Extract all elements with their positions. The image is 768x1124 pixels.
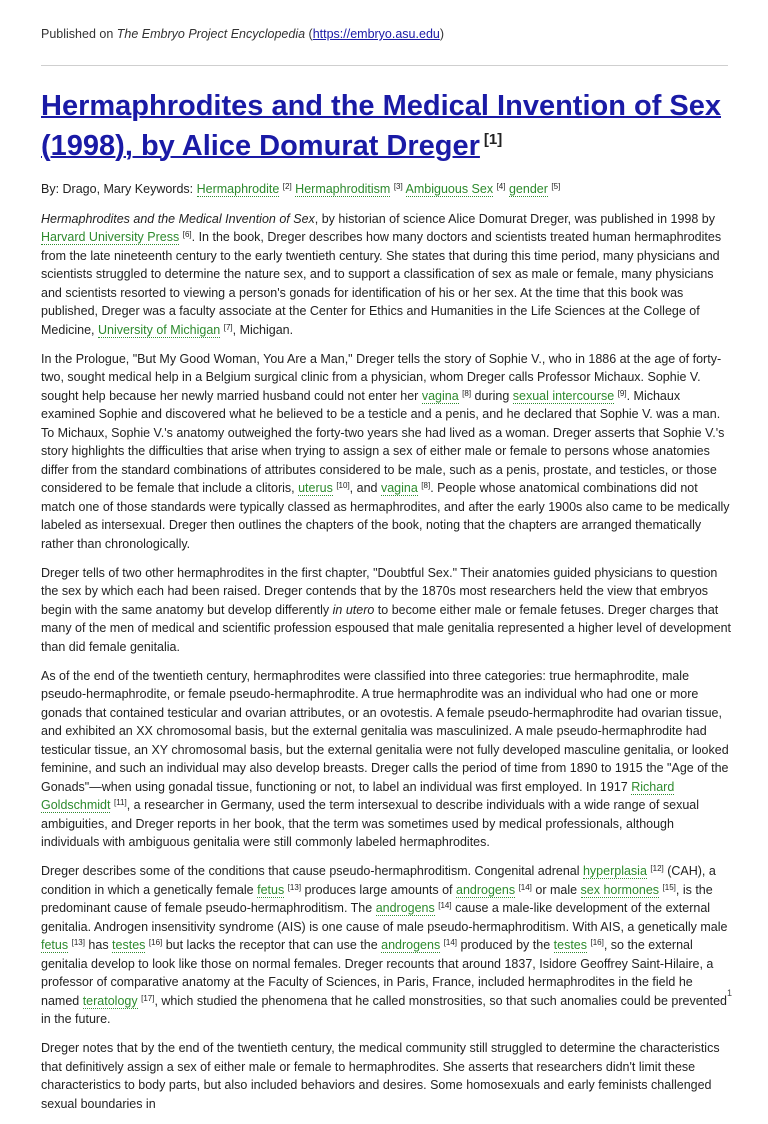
text-run: Dreger notes that by the end of the twentieth century, the medical community still struggled to determine the characteristics that definitively assign a sex of either male or female to hermaphrodites. She asserts that researchers didn't limit these characteristics to body parts, but also included behaviors and desires. Some homosexuals and early feminists challenged sexual boundaries in [41, 1041, 720, 1111]
text-run: Dreger tells of two other hermaphrodites in the first chapter, "Doubtful Sex." Their anatomies guided physicians to question the sex by which each had been raised. Dreger contends that by the 1870s most researchers held the view that embryos begin with the same anatomy but develop differently [41, 565, 718, 617]
text-run: Dreger describes some of the conditions that cause pseudo-hermaphroditism. Congenital adrenal [41, 864, 583, 878]
testes-link[interactable]: testes [112, 938, 146, 952]
paragraph-4 [41, 667, 731, 852]
ref-marker: [8] [421, 481, 431, 490]
text-run: , is the predominant cause of female pseudo-hermaphroditism. The [41, 882, 713, 915]
testes-link[interactable]: testes [553, 938, 587, 952]
ref-marker: [11] [113, 798, 127, 807]
text-run: or male [531, 882, 581, 897]
ref-marker: [16] [148, 938, 163, 947]
ref-marker: [4] [496, 182, 506, 191]
ref-marker: [12] [650, 864, 664, 873]
keyword-hermaphroditism-link[interactable]: Hermaphroditism [295, 182, 391, 196]
paragraph-2 [41, 350, 731, 554]
androgens-link[interactable]: androgens [456, 882, 516, 897]
paragraph-6 [41, 1039, 731, 1113]
text-run: . In the book, Dreger describes how many doctors and scientists treated human hermaphrodites from the late nineteenth century to the early twentieth century. She states that during this time period, many physicians and scientists struggled to determine the nature sex, and to support a classification of sex as male or female, many physicians and scientists resorted to viewing a person's gonads for identification of his or her sex. At the time that this book was published, Dreger was a faculty associate at the Center for Ethics and Humanities in the Life Sciences at the College of Medicine, [41, 230, 722, 337]
ref-marker: [2] [282, 182, 292, 191]
ref-marker: [8] [462, 388, 472, 398]
text-run: , by historian of science Alice Domurat Dreger, was published in 1998 by [314, 211, 715, 226]
vagina-link[interactable]: vagina [421, 388, 459, 403]
text-run: (CAH), a condition in which a genetically female [41, 864, 716, 897]
article-title-link[interactable]: Hermaphrodites and the Medical Invention of Sex (1998), by Alice Domurat Dreger [41, 90, 722, 162]
text-run: cause a male-like development of the external genitalia. Androgen insensitivity syndrome (AIS) is one cause of male pseudo-hermaphroditism. With AIS, a genetically male [41, 901, 728, 934]
text-run: . Michaux examined Sophie and discovered what he believed to be a testicle and a penis, and he declared that Sophie V. was a man. To Michaux, Sophie V.'s anatomy outweighed the forty-two years she had lived as a woman. Dreger asserts that Sophie V.'s story highlights the difficulties that arise when trying to assign a sex of either male or female to persons whose anatomies differ from the standard combinations of attributes considered to be male, such as a penis, prostate, and testicles, or those considered to be female that include a clitoris, [41, 388, 725, 495]
ref-marker: [16] [590, 938, 604, 947]
text-run: to become either male or female fetuses. Dreger charges that many of the men of medical and scientific profession espoused that male genitalia represented a higher level of development than did female genitalia. [41, 602, 731, 654]
ref-marker: [9] [617, 388, 627, 398]
hyperplasia-link[interactable]: hyperplasia [582, 864, 647, 878]
byline [41, 180, 731, 199]
title-ref: [1] [483, 131, 503, 148]
ref-marker: [14] [518, 882, 532, 892]
keyword-gender-link[interactable]: gender [508, 182, 548, 196]
text-run: has [84, 938, 113, 952]
encyclopedia-name: The Embryo Project Encyclopedia [116, 27, 306, 41]
text-run: , Michigan. [232, 322, 294, 337]
text-run: As of the end of the twentieth century, hermaphrodites were classified into three categories: true hermaphrodite, male pseudo-hermaphrodite, or female pseudo-hermaphrodite. A true hermaphrodite was an individual who had one or more gonads that contained testicular and ovarian attributes, or an ovotestis. A female pseudo-hermaphrodite had ovarian tissue, and exhibited an XX chromosomal basis, but the external genitalia was masculinized. A male pseudo-hermaphrodite had testicular tissue, an XY chromosomal basis, but the external genitalia were not fully developed masculine genitalia, or looked feminine, and such an individual may also develop breasts. Dreger calls the period of time from 1890 to 1915 the "Age of the Gonads"—when using gonadal tissue, functioning or not, to label an individual was first employed. In 1917 [41, 668, 729, 794]
richard-goldschmidt-link[interactable]: Richard Goldschmidt [41, 779, 675, 812]
text-run: during [471, 388, 513, 403]
ref-marker: [13] [71, 938, 85, 947]
in-utero-italic: in utero [332, 602, 375, 617]
ref-marker: [14] [438, 901, 452, 910]
androgens-link[interactable]: androgens [375, 901, 435, 915]
article-title [41, 86, 731, 166]
text-run: produces large amounts of [301, 882, 456, 897]
text-run: , which studied the phenomena that he called monstrosities, so that such anomalies could be prevented in the future. [41, 993, 728, 1026]
ref-marker: [6] [182, 230, 192, 239]
ref-marker: [5] [551, 182, 561, 191]
ref-marker: [10] [336, 481, 350, 490]
text-run: , a researcher in Germany, used the term intersexual to describe individuals with a wide range of sexual ambiguities, and Dreger reports in her book, that the term was sometimes used by medical professionals, although individuals with ambiguous genitalia were still commonly labeled hermaphrodites. [41, 798, 699, 849]
university-of-michigan-link[interactable]: University of Michigan [97, 322, 221, 337]
uterus-link[interactable]: uterus [298, 481, 333, 495]
ref-marker: [13] [287, 882, 302, 892]
sex-hormones-link[interactable]: sex hormones [580, 882, 660, 897]
book-title: Hermaphrodites and the Medical Invention of Sex [41, 211, 315, 226]
published-prefix: Published on [41, 27, 117, 41]
keyword-hermaphrodite-link[interactable]: Hermaphrodite [196, 182, 280, 196]
text-run: , so the external genitalia develop to look like those on normal females. Dreger recounts that around 1837, Isidore Geoffrey Saint-Hilaire, a professor of comparative anatomy at the Faculty of Sciences, in Paris, France, included hermaphrodites in the field he named [41, 938, 714, 1008]
teratology-link[interactable]: teratology [82, 993, 138, 1008]
text-run: produced by the [457, 938, 554, 952]
published-on-line [41, 27, 731, 41]
ref-marker: [17] [141, 993, 155, 1003]
text-run: In the Prologue, "But My Good Woman, You Are a Man," Dreger tells the story of Sophie V., who in 1886 at the age of forty-two, sought medical help in a Belgium surgical clinic from a physician, whom Dreger calls Professor Michaux. Sophie V. sought help because her newly married husband could not enter her [41, 351, 722, 403]
page-number: 1 [726, 988, 732, 998]
paren-close: ) [439, 27, 445, 41]
keyword-ambiguous-sex-link[interactable]: Ambiguous Sex [405, 182, 494, 196]
text-run: . People whose anatomical combinations did not match one of those standards were typically classed as hermaphrodites, and after the early 1900s also came to be medically labeled as intersexual. Dreger then outlines the chapters of the book, noting that the chapters are arranged thematically rather than chronologically. [41, 481, 730, 551]
ref-marker: [14] [443, 938, 458, 947]
sexual-intercourse-link[interactable]: sexual intercourse [512, 388, 615, 403]
encyclopedia-url-link[interactable]: https://embryo.asu.edu [312, 27, 440, 41]
text-run: , and [349, 481, 381, 495]
paragraph-3 [41, 564, 731, 657]
fetus-link[interactable]: fetus [41, 938, 69, 952]
androgens-link[interactable]: androgens [381, 938, 441, 952]
paren-open: ( [305, 27, 313, 41]
text-run: but lacks the receptor that can use the [162, 938, 382, 952]
vagina-link[interactable]: vagina [380, 481, 418, 495]
ref-marker: [3] [393, 182, 403, 191]
header-divider [41, 65, 728, 66]
byline-prefix: By: Drago, Mary Keywords: [41, 182, 197, 196]
ref-marker: [15] [662, 882, 676, 892]
harvard-university-press-link[interactable]: Harvard University Press [41, 230, 180, 244]
fetus-link[interactable]: fetus [257, 882, 285, 897]
paragraph-1 [41, 210, 731, 340]
ref-marker: [7] [223, 322, 233, 332]
article-body [41, 180, 731, 1124]
paragraph-5 [41, 862, 731, 1029]
